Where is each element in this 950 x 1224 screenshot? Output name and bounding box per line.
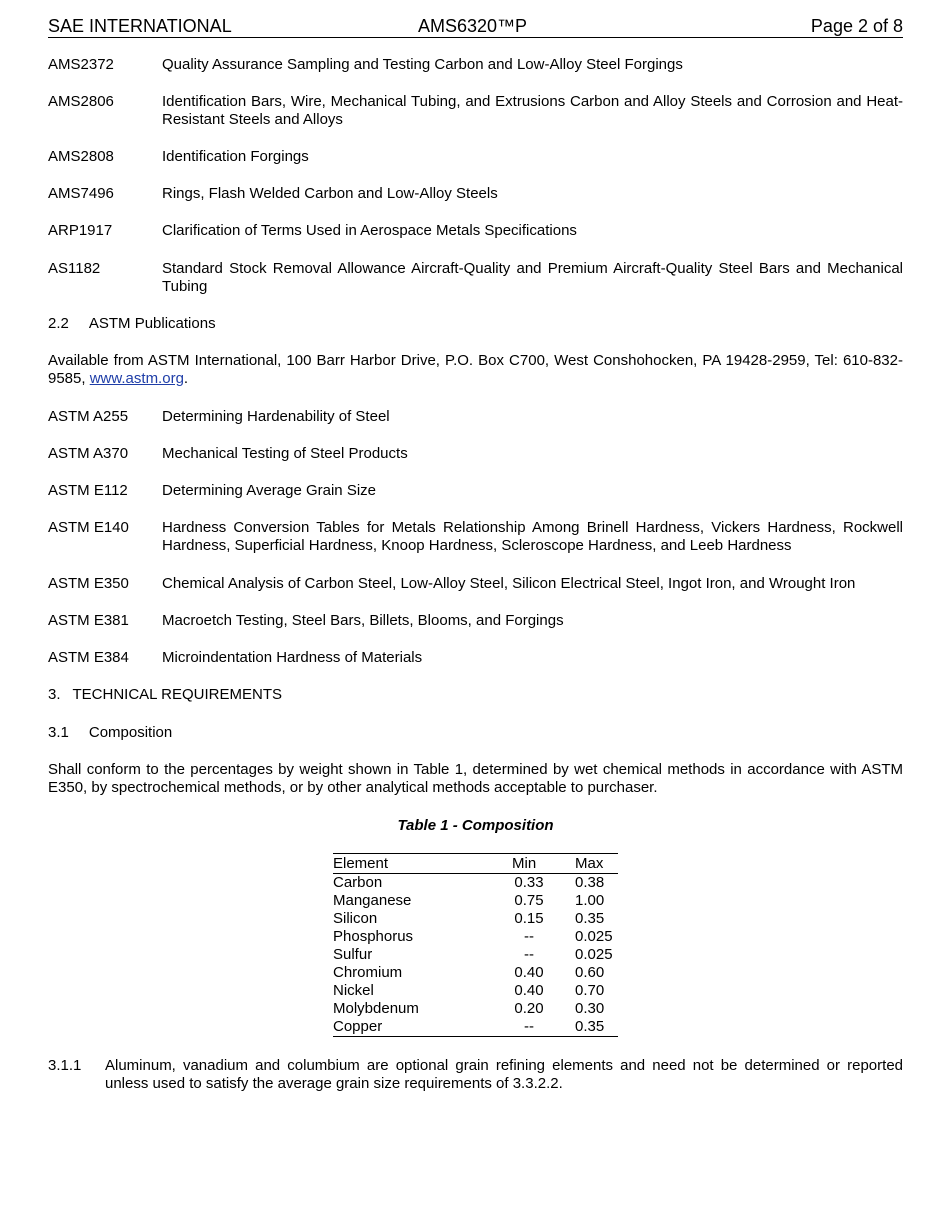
cell-max: 0.60 bbox=[575, 964, 605, 981]
reference-code: ASTM A370 bbox=[48, 445, 129, 462]
reference-title: Macroetch Testing, Steel Bars, Billets, Blooms, and Forgings bbox=[162, 612, 564, 629]
reference-code: AS1182 bbox=[48, 260, 101, 277]
section-heading-2-2 bbox=[48, 315, 903, 333]
reference-code: AMS2806 bbox=[48, 93, 114, 110]
reference-entry bbox=[48, 575, 903, 593]
cell-element: Phosphorus bbox=[333, 928, 414, 945]
table-row bbox=[333, 964, 618, 982]
cell-element: Molybdenum bbox=[333, 1000, 419, 1017]
cell-min: 0.15 bbox=[514, 910, 544, 927]
section-number: 3.1.1 bbox=[48, 1057, 82, 1074]
table-row bbox=[333, 946, 618, 964]
reference-title: Identification Bars, Wire, Mechanical Tubing, and Extrusions Carbon and Alloy Steels and Corrosion and Heat-Resistant Steels and Alloys bbox=[162, 93, 903, 128]
section-title: ASTM Publications bbox=[88, 315, 216, 332]
cell-max: 0.70 bbox=[575, 982, 605, 999]
table-caption: Table 1 - Composition bbox=[397, 817, 554, 834]
reference-title: Rings, Flash Welded Carbon and Low-Alloy Steels bbox=[162, 185, 498, 202]
table-row bbox=[333, 874, 618, 893]
reference-title: Mechanical Testing of Steel Products bbox=[162, 445, 408, 462]
reference-code: AMS7496 bbox=[48, 185, 114, 202]
composition-paragraph: Shall conform to the percentages by weight shown in Table 1, determined by wet chemical methods in accordance with ASTM E350, by spectrochemical methods, or by other analytical methods acceptable to purchaser. bbox=[48, 761, 903, 796]
reference-title: Hardness Conversion Tables for Metals Relationship Among Brinell Hardness, Vickers Hardness, Rockwell Hardness, Superficial Hardness, Knoop Hardness, Scleroscope Hardness, and Leeb Hardness bbox=[162, 519, 903, 554]
column-header-min: Min bbox=[499, 854, 575, 874]
reference-title: Clarification of Terms Used in Aerospace Metals Specifications bbox=[162, 222, 577, 239]
reference-entry bbox=[48, 445, 903, 463]
section-heading-3-1 bbox=[48, 724, 903, 742]
astm-website-link[interactable]: www.astm.org bbox=[89, 370, 184, 387]
reference-title: Chemical Analysis of Carbon Steel, Low-Alloy Steel, Silicon Electrical Steel, Ingot Iron, and Wrought Iron bbox=[162, 575, 856, 592]
cell-max: 0.35 bbox=[575, 910, 605, 927]
reference-code: ASTM A255 bbox=[48, 408, 129, 425]
cell-element: Sulfur bbox=[333, 946, 373, 963]
reference-entry bbox=[48, 519, 903, 555]
subsection-3-1-1 bbox=[48, 1057, 903, 1093]
cell-element: Silicon bbox=[333, 910, 378, 927]
table-row bbox=[333, 982, 618, 1000]
period: . bbox=[183, 370, 189, 387]
page-header bbox=[48, 16, 903, 38]
availability-paragraph bbox=[48, 352, 903, 388]
reference-entry bbox=[48, 222, 903, 240]
reference-entry bbox=[48, 148, 903, 166]
section-title: TECHNICAL REQUIREMENTS bbox=[72, 686, 282, 703]
reference-entry bbox=[48, 56, 903, 74]
cell-min: -- bbox=[524, 946, 534, 963]
reference-entry bbox=[48, 649, 903, 667]
cell-element: Nickel bbox=[333, 982, 374, 999]
reference-entry bbox=[48, 482, 903, 500]
section-number: 3.1 bbox=[48, 724, 69, 741]
cell-max: 0.30 bbox=[575, 1000, 605, 1017]
reference-code: ASTM E140 bbox=[48, 519, 129, 536]
reference-code: AMS2372 bbox=[48, 56, 114, 73]
table-header-row bbox=[333, 854, 618, 874]
reference-code: ASTM E112 bbox=[48, 482, 128, 499]
reference-title: Microindentation Hardness of Materials bbox=[162, 649, 423, 666]
reference-entry bbox=[48, 612, 903, 630]
column-header-max: Max bbox=[575, 854, 618, 874]
cell-element: Chromium bbox=[333, 964, 403, 981]
reference-code: ARP1917 bbox=[48, 222, 113, 239]
cell-min: 0.40 bbox=[514, 964, 544, 981]
cell-max: 0.35 bbox=[575, 1018, 618, 1037]
reference-title: Quality Assurance Sampling and Testing Carbon and Low-Alloy Steel Forgings bbox=[162, 56, 683, 73]
reference-title: Standard Stock Removal Allowance Aircraft-Quality and Premium Aircraft-Quality Steel Bars and Mechanical Tubing bbox=[162, 260, 903, 295]
cell-max: 0.025 bbox=[575, 946, 613, 963]
column-header-element: Element bbox=[333, 854, 499, 874]
cell-min: -- bbox=[524, 928, 534, 945]
table-row bbox=[333, 928, 618, 946]
header-document-number: AMS6320™P bbox=[418, 16, 528, 36]
cell-element: Copper bbox=[333, 1018, 499, 1037]
cell-element: Carbon bbox=[333, 874, 383, 891]
table-row bbox=[333, 910, 618, 928]
reference-code: AMS2808 bbox=[48, 148, 114, 165]
reference-title: Determining Average Grain Size bbox=[162, 482, 376, 499]
cell-element: Manganese bbox=[333, 892, 412, 909]
section-number: 3. bbox=[48, 686, 61, 703]
section-heading-3 bbox=[48, 686, 903, 704]
reference-title: Determining Hardenability of Steel bbox=[162, 408, 390, 425]
reference-entry bbox=[48, 185, 903, 203]
cell-min: 0.75 bbox=[514, 892, 544, 909]
availability-text: Available from ASTM International, 100 Barr Harbor Drive, P.O. Box C700, West Conshohocken, PA 19428-2959, Tel: 610-832-9585, bbox=[48, 352, 903, 387]
reference-entry bbox=[48, 260, 903, 296]
subsection-text: Aluminum, vanadium and columbium are optional grain refining elements and need not be determined or reported unless used to satisfy the average grain size requirements of 3.3.2.2. bbox=[105, 1057, 903, 1092]
reference-code: ASTM E381 bbox=[48, 612, 129, 629]
reference-entry bbox=[48, 93, 903, 129]
composition-table bbox=[333, 853, 618, 1037]
cell-min: 0.33 bbox=[514, 874, 544, 891]
section-title: Composition bbox=[88, 724, 173, 741]
reference-title: Identification Forgings bbox=[162, 148, 309, 165]
cell-max: 1.00 bbox=[575, 892, 605, 909]
cell-max: 0.025 bbox=[575, 928, 613, 945]
reference-entry bbox=[48, 408, 903, 426]
header-organization: SAE INTERNATIONAL bbox=[48, 16, 232, 36]
table-row bbox=[333, 1000, 618, 1018]
cell-min: -- bbox=[499, 1018, 575, 1037]
table-row bbox=[333, 1018, 618, 1037]
reference-code: ASTM E384 bbox=[48, 649, 129, 666]
cell-min: 0.40 bbox=[514, 982, 544, 999]
cell-max: 0.38 bbox=[575, 874, 605, 891]
header-page-number: Page 2 of 8 bbox=[810, 16, 903, 36]
table-row bbox=[333, 892, 618, 910]
section-number: 2.2 bbox=[48, 315, 69, 332]
reference-code: ASTM E350 bbox=[48, 575, 129, 592]
cell-min: 0.20 bbox=[514, 1000, 544, 1017]
